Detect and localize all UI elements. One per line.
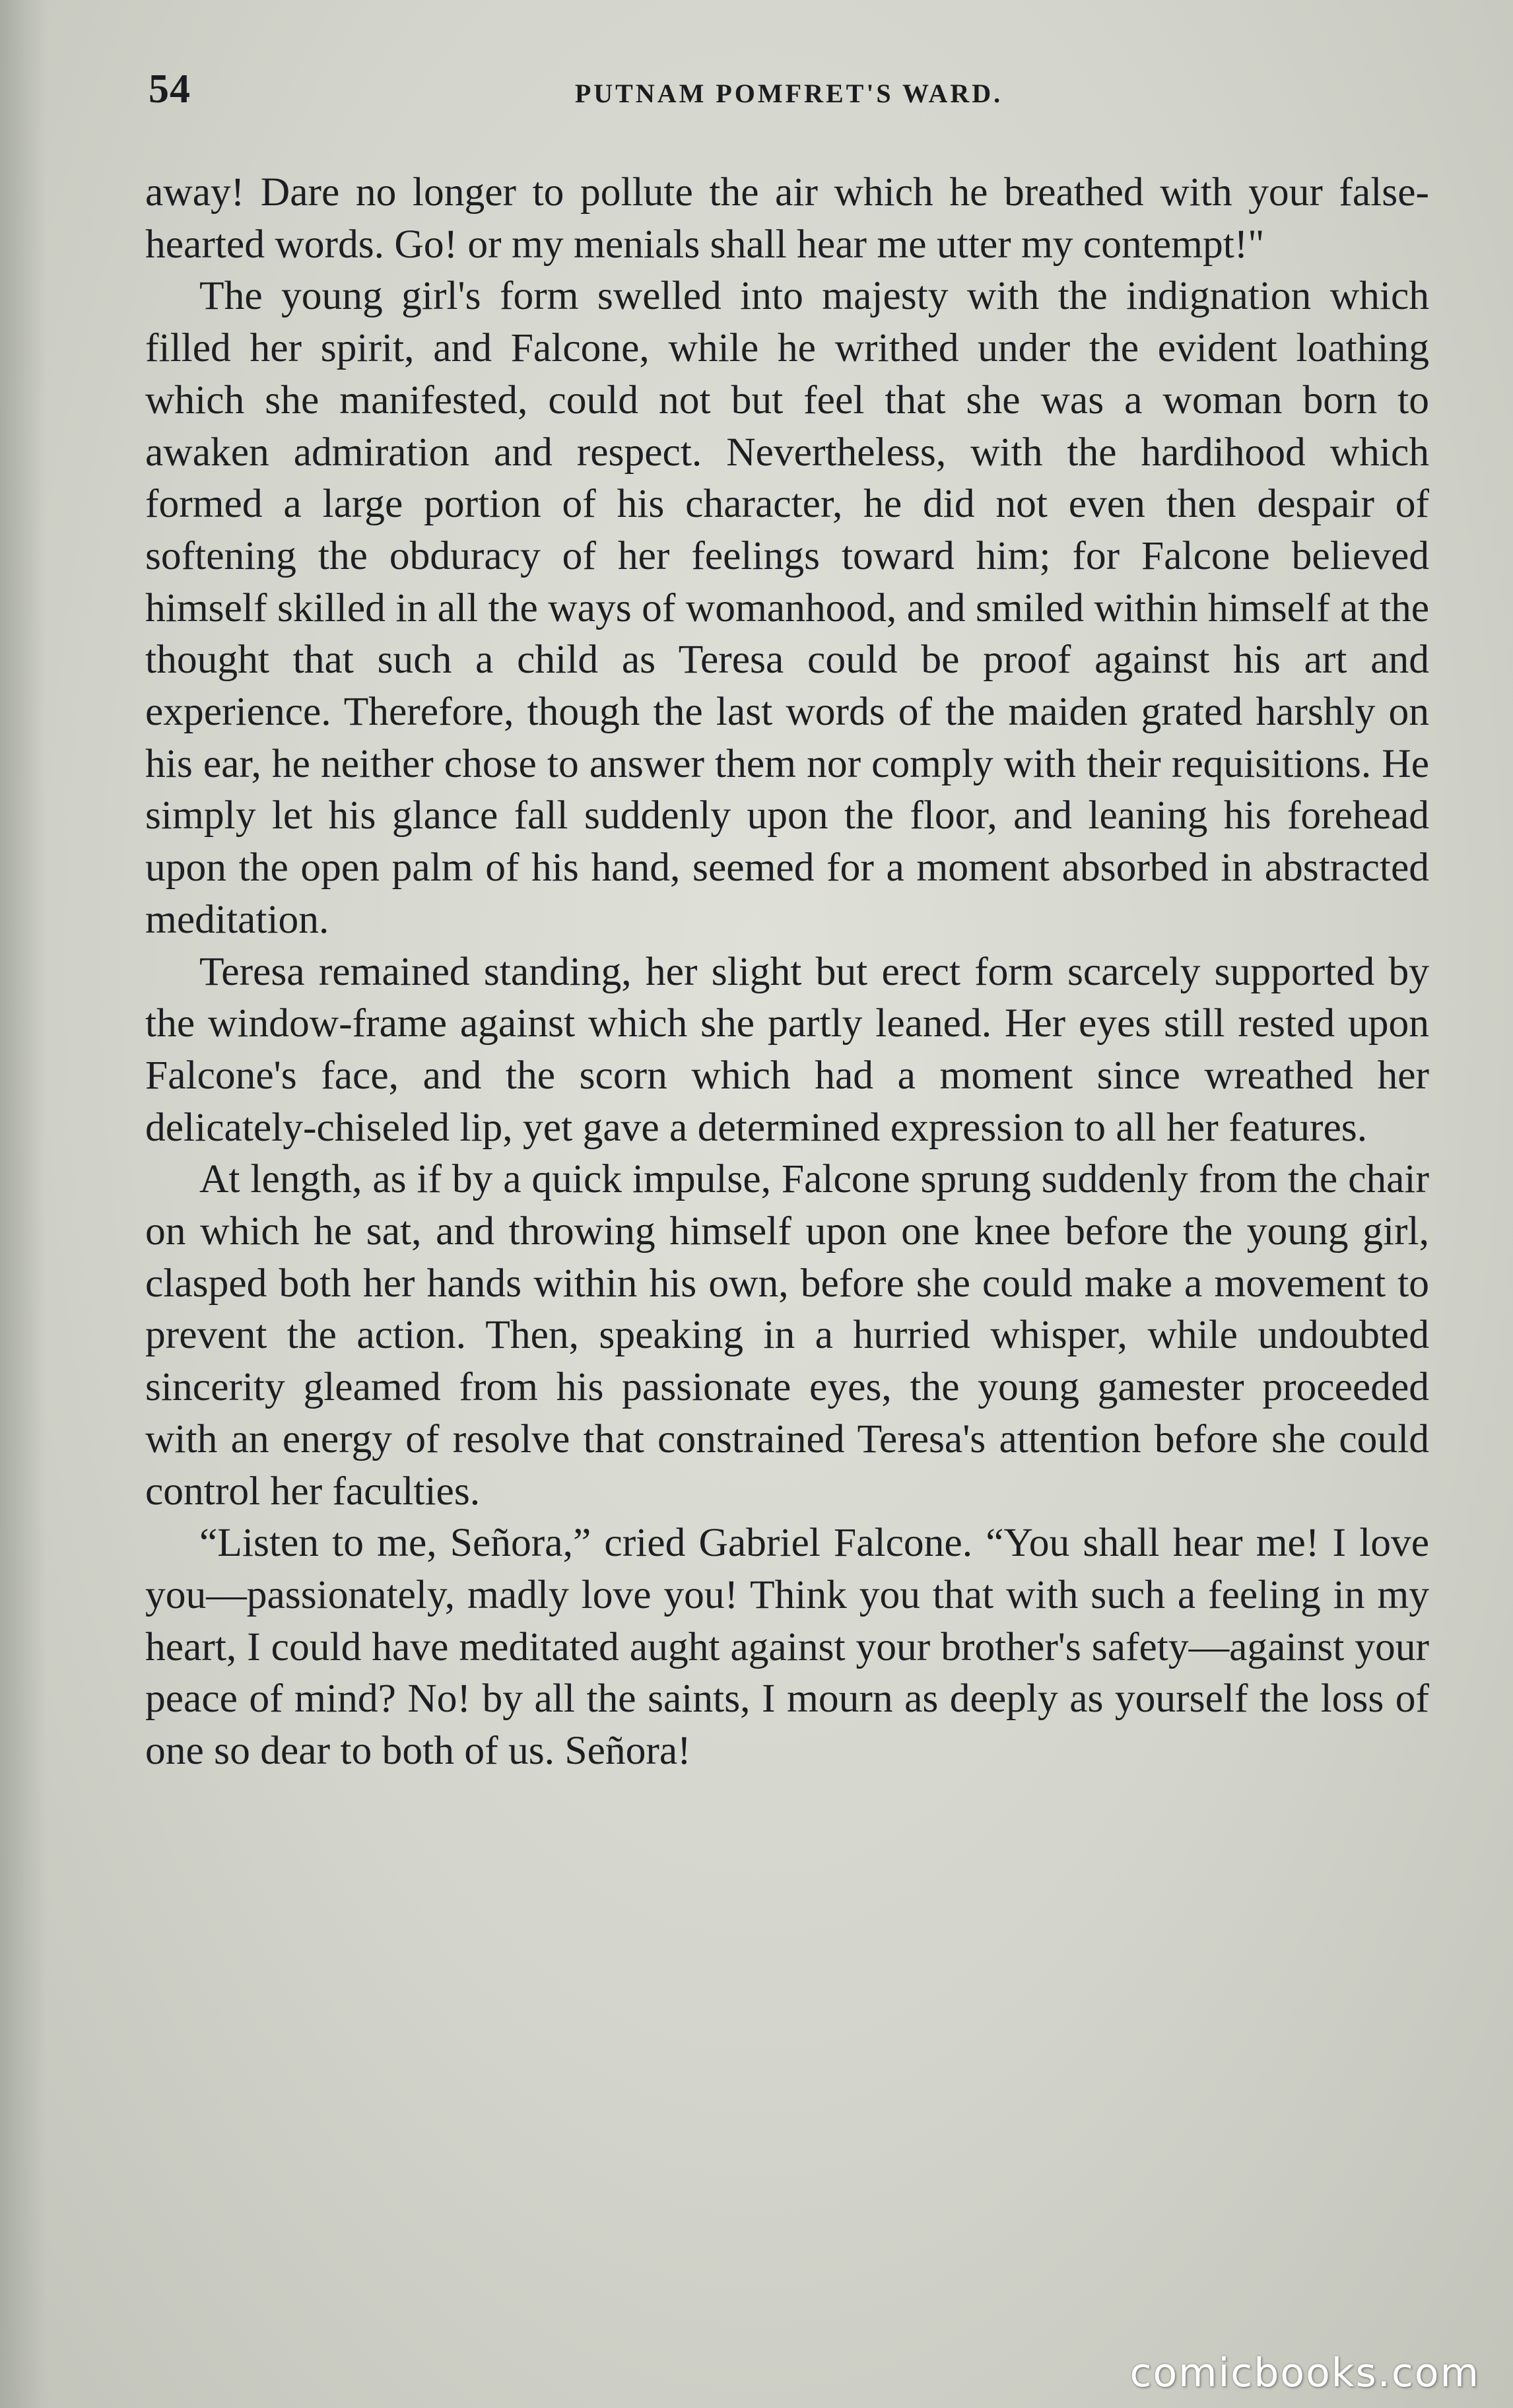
- watermark: comicbooks.com: [1129, 2350, 1480, 2396]
- paragraph-4: At length, as if by a quick impulse, Falcone sprung suddenly from the chair on which he sat, and throwing himself upon one knee before the young girl, clasped both her hands within his own, before she could make a movement to prevent the action. Then, speaking in a hurried whisper, while undoubted sincerity gleamed from his passionate eyes, the young gamester proceeded with an energy of resolve that constrained Teresa's attention before she could control her faculties.: [145, 1156, 1429, 1514]
- page-gutter-shadow: [0, 0, 46, 2408]
- page-number: 54: [149, 67, 191, 112]
- running-title: PUTNAM POMFRET'S WARD.: [574, 79, 1003, 108]
- paragraph-3: Teresa remained standing, her slight but erect form scarcely supported by the window-frame against which she partly leaned. Her eyes still rested upon Falcone's face, and the scorn which had a moment since wreathed her delicately-chiseled lip, yet gave a determined expression to all her features.: [145, 949, 1429, 1150]
- paragraph-1: away! Dare no longer to pollute the air which he breathed with your false-hearted words. Go! or my menials shall hear me utter my contempt!": [145, 170, 1429, 267]
- paragraph-2: The young girl's form swelled into majesty with the indignation which filled her spirit, and Falcone, while he writhed under the evident loathing which she manifested, could not but feel that she was a woman born to awaken admiration and respect. Nevertheless, with the hardihood which formed a large portion of his character, he did not even then despair of softening the obduracy of her feelings toward him; for Falcone believed himself skilled in all the ways of womanhood, and smiled within himself at the thought that such a child as Teresa could be proof against his art and experience. Therefore, though the last words of the maiden grated harshly on his ear, he neither chose to answer them nor comply with their requisitions. He simply let his glance fall suddenly upon the floor, and leaning his forehead upon the open palm of his hand, seemed for a moment absorbed in abstracted meditation.: [145, 273, 1429, 942]
- running-head: [149, 66, 1429, 125]
- body-text: [145, 166, 1429, 1777]
- paragraph-5: “Listen to me, Señora,” cried Gabriel Falcone. “You shall hear me! I love you—passionately, madly love you! Think you that with such a feeling in my heart, I could have meditated aught against your brother's safety—against your peace of mind? No! by all the saints, I mourn as deeply as yourself the loss of one so dear to both of us. Señora!: [145, 1520, 1429, 1774]
